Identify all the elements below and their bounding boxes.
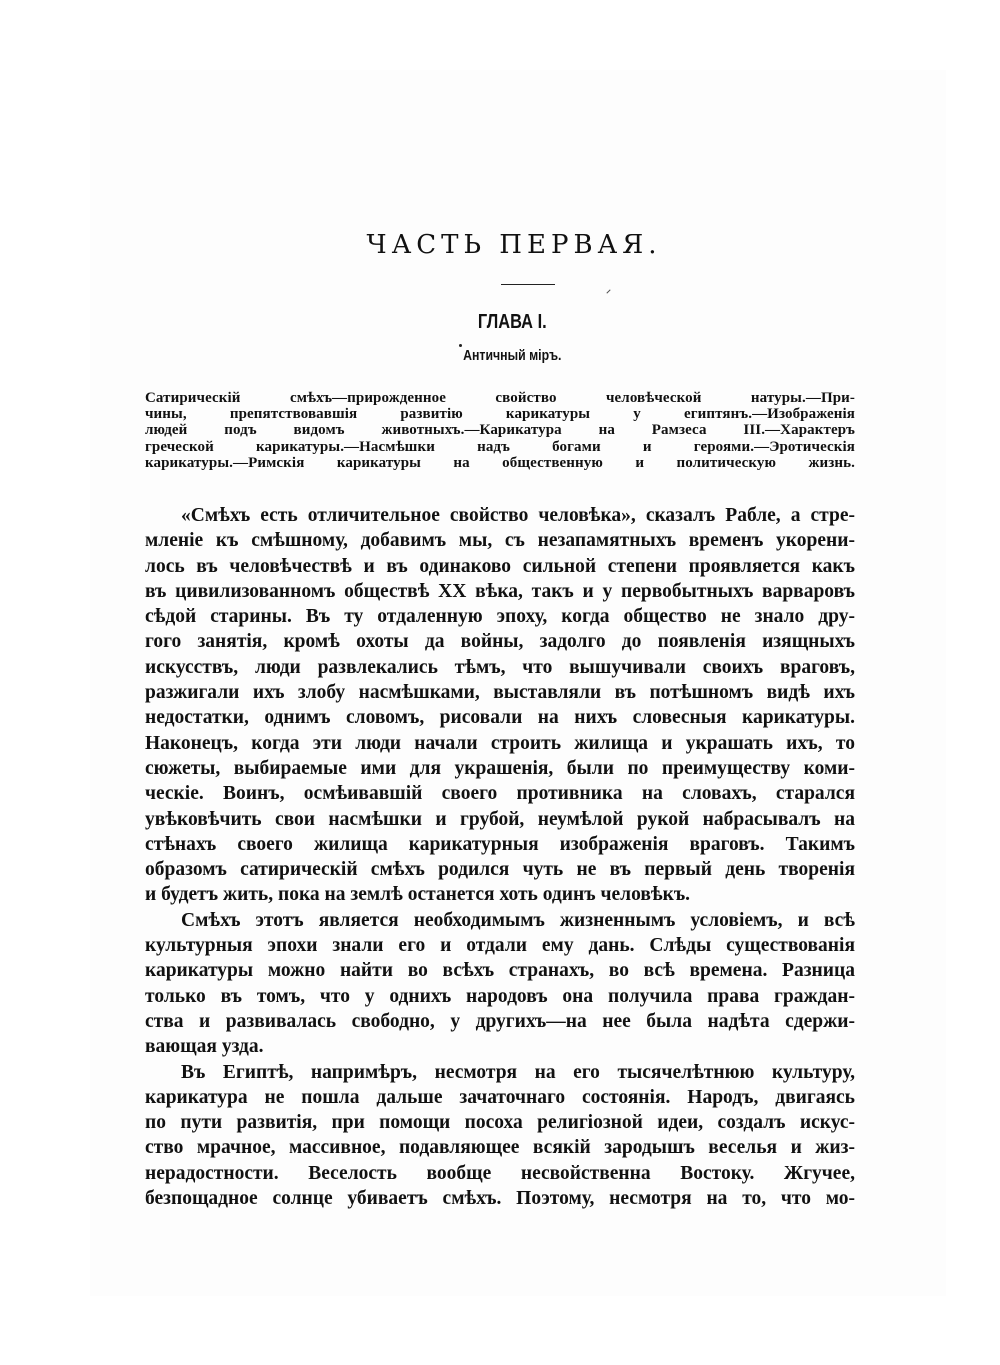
chapter-summary — [145, 390, 855, 471]
paragraph-1-line: въ цивилизованномъ обществѣ XX вѣка, такъ и у первобытныхъ варваровъ — [145, 580, 855, 602]
paragraph-1-line: образомъ сатирическій смѣхъ родился чуть не въ первый день творенія — [145, 859, 855, 881]
paragraph-1-line: стѣнахъ своего жилища карикатурныя изображенія враговъ. Такимъ — [145, 833, 855, 855]
paragraph-1-line: искусствъ, люди развлекались тѣмъ, что вышучивали своихъ враговъ, — [145, 656, 855, 678]
paragraph-1-line: недостатки, однимъ словомъ, рисовали на нихъ словесныя карикатуры. — [145, 707, 855, 729]
part-title: ЧАСТЬ ПЕРВАЯ. — [366, 230, 662, 260]
paragraph-1-line: Наконецъ, когда эти люди начали строить жилища и украшать ихъ, то — [145, 732, 855, 754]
paragraph-1-line: сюжеты, выбираемые ими для украшенія, были по преимуществу коми- — [145, 757, 855, 779]
body-text — [145, 503, 855, 1211]
paragraph-3-line: по пути развитія, при помощи посоха религіозной идеи, создалъ искус- — [145, 1112, 855, 1134]
paragraph-1-line: мленіе къ смѣшному, добавимъ мы, съ незапамятныхъ временъ укорени- — [145, 530, 855, 552]
paragraph-2-line: культурныя эпохи знали его и отдали ему дань. Слѣды существованія — [145, 935, 855, 957]
paragraph-1-line: и будетъ жить, пока на землѣ останется хоть одинъ человѣкъ. — [145, 884, 691, 906]
paragraph-1-line: увѣковѣчить свои насмѣшки и грубой, неумѣлой рукой набрасывалъ на — [145, 808, 855, 830]
paragraph-3-line: ство мрачное, массивное, подавляющее всякій зародышъ веселья и жиз- — [145, 1137, 855, 1159]
paragraph-2-line: ства и развивалась свободно, у другихъ—на нее была надѣта сдержи- — [145, 1010, 855, 1032]
paragraph-1-line: гого занятія, кромѣ охоты да войны, задолго до появленія изящныхъ — [145, 631, 855, 653]
paragraph-2-line: Смѣхъ этотъ является необходимымъ жизненнымъ условіемъ, и всѣ — [181, 909, 855, 931]
paragraph-1-line: сѣдой старины. Въ ту отдаленную эпоху, когда общество не знало дру- — [145, 606, 855, 628]
paragraph-2-line: вающая узда. — [145, 1036, 264, 1058]
paragraph-3-line: безпощадное солнце убиваетъ смѣхъ. Поэтому, несмотря на то, что мо- — [145, 1188, 855, 1210]
paragraph-2-line: только въ томъ, что у однихъ народовъ она получила права граждан- — [145, 985, 855, 1007]
paragraph-3-line: нерадостности. Веселость вообще несвойственна Востоку. Жгучее, — [145, 1162, 855, 1184]
summary-line: карикатуры.—Римскія карикатуры на общественную и политическую жизнь. — [145, 454, 855, 471]
section-title: Античный міръ. — [463, 347, 562, 364]
paragraph-3-line: Въ Египтѣ, напримѣръ, несмотря на его тысячелѣтнюю культуру, — [181, 1061, 855, 1083]
paragraph-1-line: лось въ человѣчествѣ и въ одинаково сильной степени проявляется какъ — [145, 555, 855, 577]
chapter-title: ГЛАВА I. — [477, 311, 547, 333]
summary-line: чины, препятствовавшія развитію карикатуры у египтянъ.—Изображенія — [145, 406, 855, 423]
paragraph-1-line: разжигали ихъ злобу насмѣшками, выставляли въ потѣшномъ видѣ ихъ — [145, 682, 855, 704]
summary-line: людей подъ видомъ животныхъ.—Карикатура на Рамзеса III.—Характеръ — [145, 422, 855, 439]
summary-line: греческой карикатуры.—Насмѣшки надъ богами и героями.—Эротическія — [145, 438, 855, 455]
paragraph-1-line: ческіе. Воинъ, осмѣивавшій своего противника на словахъ, старался — [145, 783, 855, 805]
summary-line: Сатирическій смѣхъ—прирожденное свойство человѣческой натуры.—При- — [145, 390, 855, 406]
paragraph-1-line: «Смѣхъ есть отличительное свойство человѣка», сказалъ Рабле, а стре- — [181, 505, 855, 526]
title-rule-divider — [501, 284, 555, 285]
paragraph-2-line: карикатуры можно найти во всѣхъ странахъ, во всѣ времена. Разница — [145, 960, 855, 982]
paragraph-3-line: карикатура не пошла дальше зачаточнаго состоянія. Народъ, двигаясь — [145, 1086, 855, 1108]
